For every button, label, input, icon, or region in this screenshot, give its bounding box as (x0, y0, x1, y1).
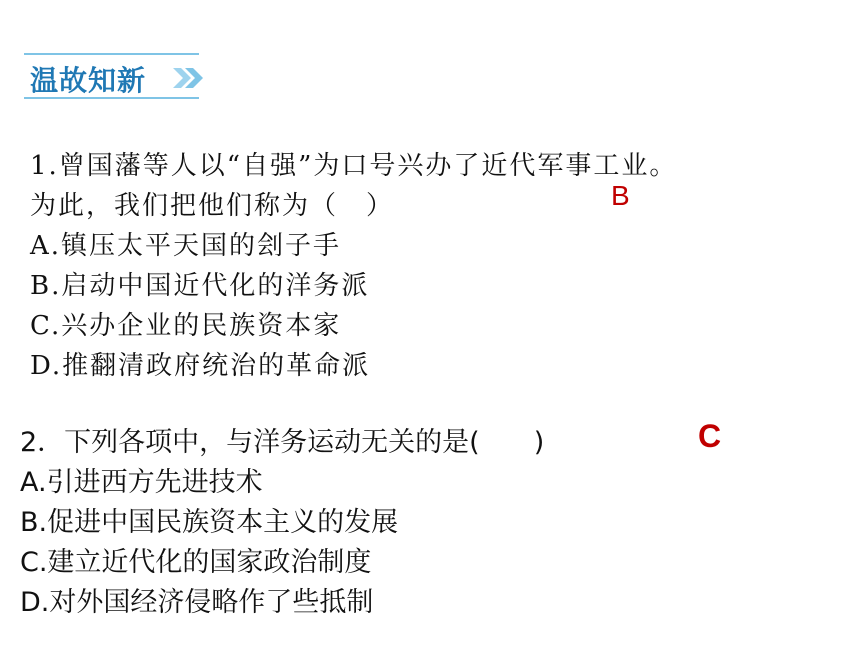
question-2-answer: C (698, 418, 722, 454)
question-2-option-c: C.建立近代化的国家政治制度 (20, 547, 372, 578)
question-1-stem-line-1: 1.曾国藩等人以“自强”为口号兴办了近代军事工业。 (30, 151, 678, 181)
section-banner (24, 53, 199, 99)
question-1-answer: B (611, 180, 630, 211)
question-2-stem: 2．下列各项中，与洋务运动无关的是( ) (20, 427, 545, 458)
question-1-option-c: C.兴办企业的民族资本家 (30, 311, 342, 341)
question-1-option-b: B.启动中国近代化的洋务派 (30, 271, 370, 301)
question-1-option-a: A.镇压太平天国的刽子手 (30, 231, 342, 261)
question-2 (20, 423, 544, 623)
section-title: 温故知新 (30, 64, 147, 97)
question-1-option-d: D.推翻清政府统治的革命派 (30, 351, 371, 381)
double-chevron-right-icon (171, 66, 211, 90)
question-1 (30, 146, 677, 386)
question-2-option-b: B.促进中国民族资本主义的发展 (20, 507, 399, 538)
question-1-stem-line-2: 为此，我们把他们称为（ ） (30, 191, 395, 221)
question-2-option-d: D.对外国经济侵略作了些抵制 (20, 587, 374, 618)
question-2-option-a: A.引进西方先进技术 (20, 467, 263, 498)
